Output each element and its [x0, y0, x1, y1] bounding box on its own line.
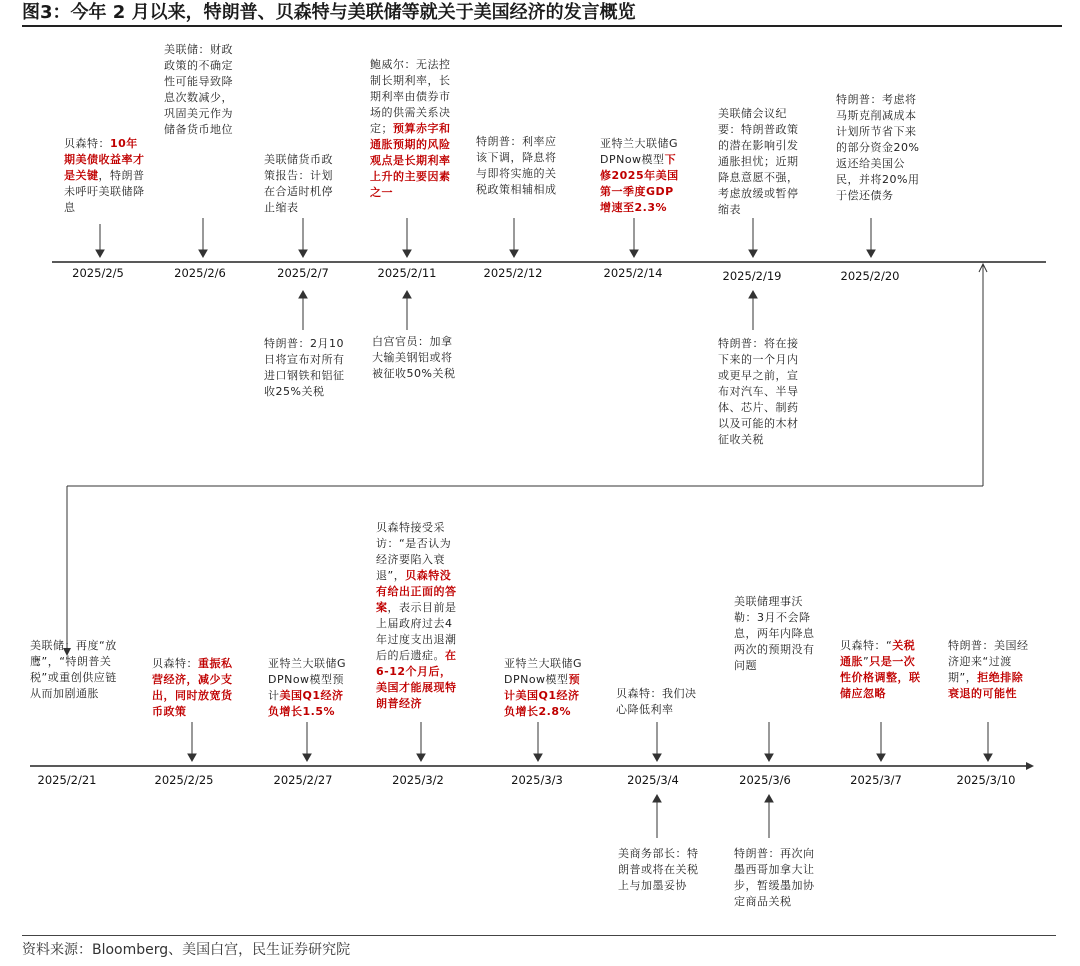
source-note: 资料来源：Bloomberg、美国白宫，民生证券研究院	[22, 942, 351, 958]
event-note	[504, 656, 590, 720]
timeline2-date: 2025/3/3	[511, 773, 563, 787]
note-text: 美联储货币政策报告：计划在合适时机停止缩表	[264, 153, 333, 214]
event-note	[476, 134, 560, 198]
note-text: 亚特兰大联储GDPNow模型	[504, 657, 583, 686]
event-note	[836, 92, 922, 204]
highlighted-text: 只是一次性价格调整，联储应忽略	[840, 655, 921, 700]
note-text: ，特朗普未呼吁美联储降息	[64, 169, 145, 214]
note-text: 贝森特：	[152, 657, 198, 670]
timeline2-date: 2025/3/2	[392, 773, 444, 787]
note-text: 美联储：再度“放鹰”，“特朗普关税”或重创供应链从而加剧通胀	[30, 639, 117, 700]
event-note	[164, 42, 244, 138]
event-note	[372, 334, 456, 382]
event-note	[734, 846, 818, 910]
highlighted-text: 关税通胀	[840, 639, 916, 668]
timeline1-date: 2025/2/19	[722, 269, 782, 283]
timeline2-date: 2025/3/7	[850, 773, 902, 787]
figure-title: 图3：今年 2 月以来，特朗普、贝森特与美联储等就关于美国经济的发言概览	[22, 1, 1062, 27]
highlighted-text: 预算赤字和通胀预期的风险观点是长期利率上升的主要因素之一	[370, 122, 451, 199]
event-note	[264, 152, 344, 216]
event-note	[152, 656, 234, 720]
note-text: 鲍威尔：无法控制长期利率，长期利率由债券市场的供需关系决定；	[370, 58, 451, 135]
note-text: 特朗普：再次向墨西哥加拿大让步，暂缓墨加协定商品关税	[734, 847, 815, 908]
highlighted-text: 下修2025年美国第一季度GDP增速至2.3%	[600, 153, 679, 214]
highlighted-text: 拒绝排除衰退的可能性	[948, 671, 1024, 700]
note-text: 贝森特：“	[840, 639, 893, 652]
note-text: 贝森特：	[64, 137, 110, 150]
note-text: 白宫官员：加拿大输美钢铝或将被征收50%关税	[372, 335, 456, 380]
timeline1-date: 2025/2/12	[483, 266, 543, 280]
note-text: 特朗普：考虑将马斯克削减成本计划所节省下来的部分资金20%返还给美国公民，并将20%用于偿还债务	[836, 93, 920, 202]
timeline2-date: 2025/2/27	[273, 773, 333, 787]
timeline1-date: 2025/2/20	[840, 269, 900, 283]
event-note	[600, 136, 684, 216]
timeline2-date: 2025/3/4	[627, 773, 679, 787]
timeline1-date: 2025/2/6	[174, 266, 226, 280]
event-note	[718, 336, 802, 448]
highlighted-text: 重振私营经济，减少支出，同时放宽货币政策	[152, 657, 233, 718]
note-text: 贝森特：我们决心降低利率	[616, 687, 697, 716]
highlighted-text: 贝森特没有给出正面的答案	[376, 569, 457, 614]
event-note	[840, 638, 924, 702]
event-note	[268, 656, 352, 720]
note-text: 特朗普：美国经济迎来“过渡期”，	[948, 639, 1029, 684]
timeline1-date: 2025/2/11	[377, 266, 437, 280]
highlighted-text: 美国Q1经济负增长1.5%	[268, 689, 344, 718]
highlighted-text: 预计美国Q1经济负增长2.8%	[504, 673, 581, 718]
timeline2-date: 2025/3/10	[956, 773, 1016, 787]
highlighted-text: 10年期美债收益率才是关键	[64, 137, 145, 182]
highlighted-text: 在6-12个月后，美国才能展现特朗普经济	[376, 649, 457, 710]
note-text: 特朗普：2月10日将宣布对所有进口钢铁和铝征收25%关税	[264, 337, 345, 398]
note-text: ，表示目前是上届政府过去4年过度支出退潮后的后遗症。	[376, 601, 457, 662]
timeline2-pointers	[188, 722, 992, 761]
event-note	[734, 594, 818, 674]
note-text: 贝森特接受采访：“是否认为经济要陷入衰退”，	[376, 521, 452, 582]
note-text: 美联储理事沃勒：3月不会降息，两年内降息两次的预期没有问题	[734, 595, 815, 672]
event-note	[376, 520, 462, 712]
timeline2-date: 2025/2/21	[37, 773, 97, 787]
note-text: 特朗普：利率应该下调，降息将与即将实施的关税政策相辅相成	[476, 135, 557, 196]
event-note	[718, 106, 802, 218]
event-note	[64, 136, 146, 216]
note-text: 亚特兰大联储GDPNow模型	[600, 137, 679, 166]
timeline1-date: 2025/2/7	[277, 266, 329, 280]
note-text: 美联储会议纪要：特朗普政策的潜在影响引发通胀担忧；近期降息意愿不强，考虑放缓或暂停缩表	[718, 107, 799, 216]
note-text: 特朗普：将在接下来的一个月内或更早之前，宣布对汽车、半导体、芯片、制药以及可能的木材征收关税	[718, 337, 799, 446]
timeline2-pointers-below	[653, 795, 773, 838]
footer-rule	[22, 935, 1056, 936]
event-note	[30, 638, 120, 702]
note-text: 美联储：财政政策的不确定性可能导致降息次数减少，巩固美元作为储备货币地位	[164, 43, 233, 136]
timeline1-pointers	[96, 218, 875, 257]
timeline1-date: 2025/2/5	[72, 266, 124, 280]
note-text: 美商务部长：特朗普或将在关税上与加墨妥协	[618, 847, 699, 892]
note-text: 亚特兰大联储GDPNow模型预计	[268, 657, 347, 702]
event-note	[618, 846, 704, 894]
timeline2-date: 2025/3/6	[739, 773, 791, 787]
timeline1-pointers-below	[299, 291, 757, 330]
event-note	[370, 57, 454, 201]
event-note	[264, 336, 346, 400]
event-note	[616, 686, 700, 718]
timeline1-date: 2025/2/14	[603, 266, 663, 280]
note-text: ”	[863, 655, 870, 668]
timeline2-date: 2025/2/25	[154, 773, 214, 787]
event-note	[948, 638, 1034, 702]
